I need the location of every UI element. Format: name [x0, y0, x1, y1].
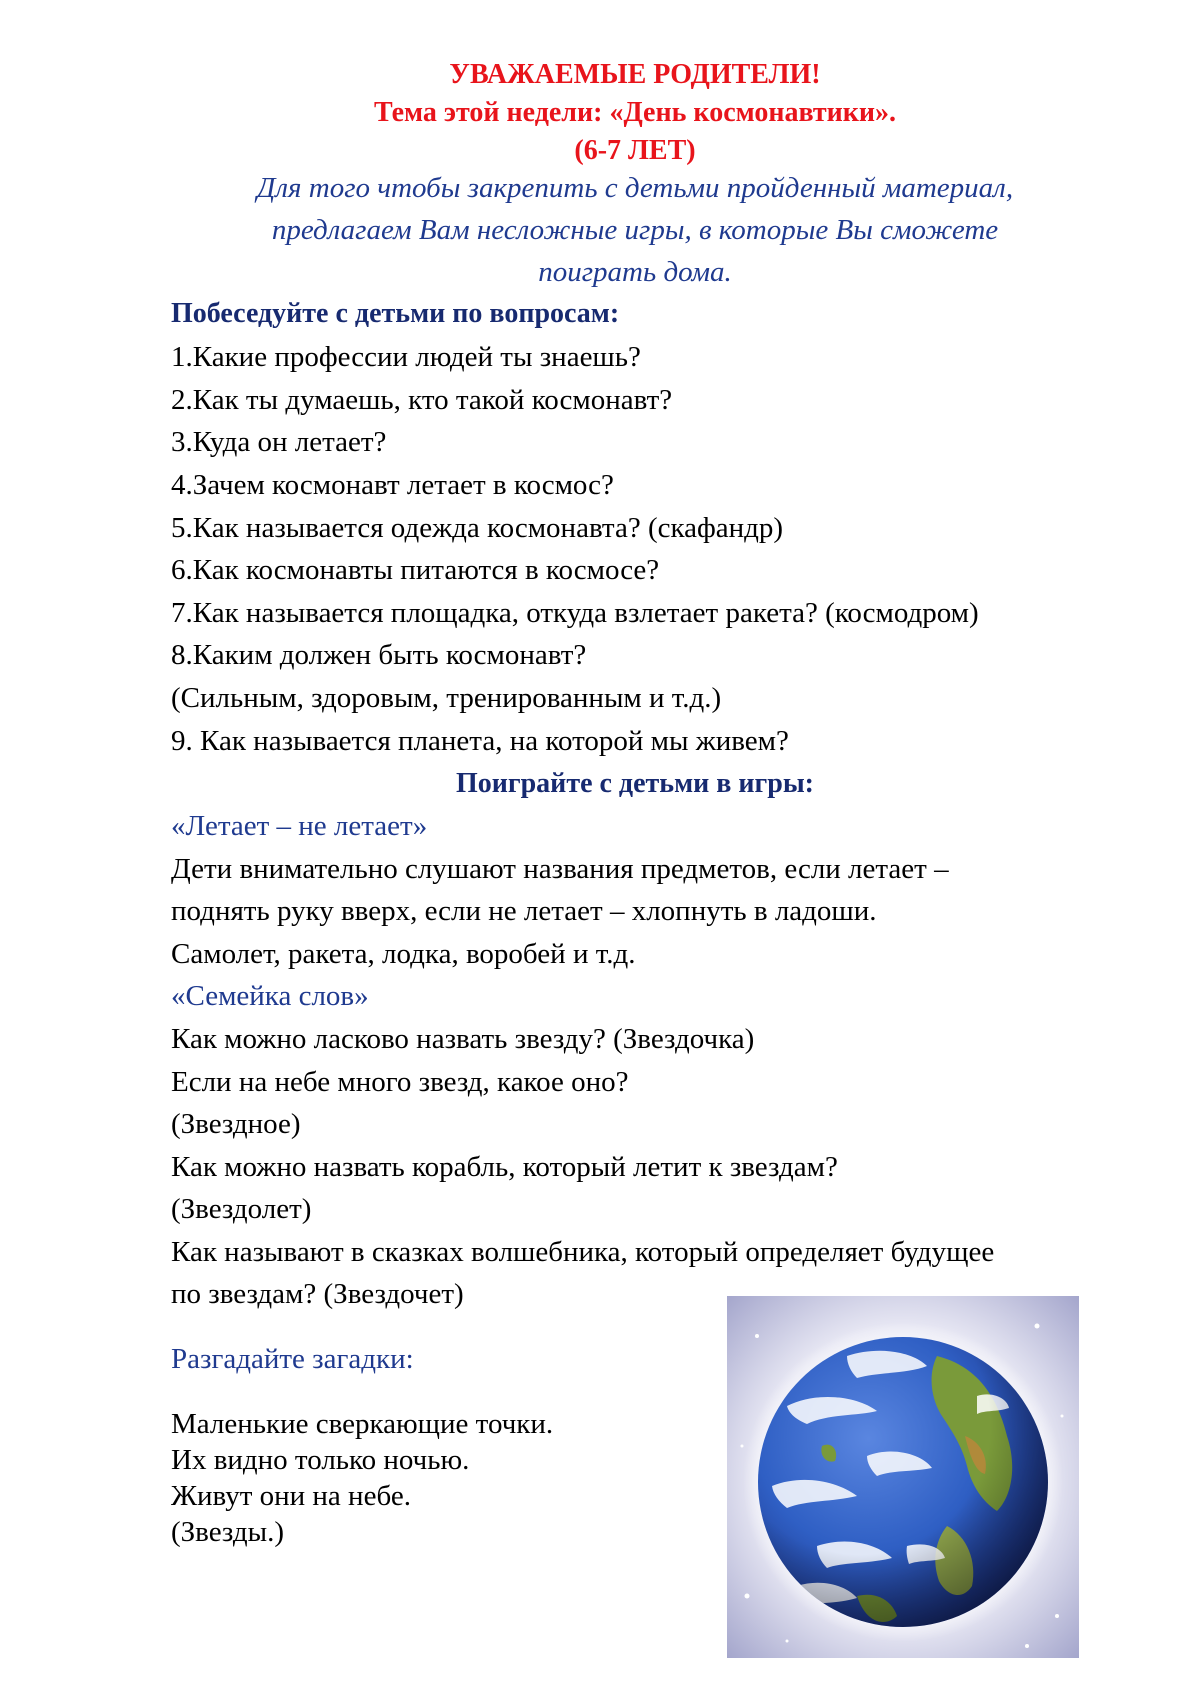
- earth-globe-image: [727, 1296, 1079, 1658]
- game-text: поднять руку вверх, если не летает – хлопнуть в ладоши.: [171, 895, 877, 927]
- questions-heading: Побеседуйте с детьми по вопросам:: [171, 298, 620, 329]
- games-heading: Поиграйте с детьми в игры:: [455, 768, 815, 799]
- game-text: по звездам? (Звездочет): [171, 1278, 464, 1310]
- riddles-heading: Разгадайте загадки:: [171, 1343, 414, 1375]
- game-text: Если на небе много звезд, какое оно?: [171, 1066, 629, 1098]
- question-item: 5.Как называется одежда космонавта? (скафандр): [171, 512, 784, 544]
- question-item: 8.Каким должен быть космонавт?: [171, 639, 587, 671]
- intro-line-2: предлагаем Вам несложные игры, в которые Вы сможете: [271, 214, 999, 246]
- game-title-flies: «Летает – не летает»: [171, 810, 428, 842]
- game-text: Дети внимательно слушают названия предметов, если летает –: [171, 853, 949, 885]
- header-theme: Тема этой недели: «День космонавтики».: [373, 97, 897, 128]
- question-item: 4.Зачем космонавт летает в космос?: [171, 469, 614, 501]
- game-text: Как можно ласково назвать звезду? (Звездочка): [171, 1023, 755, 1055]
- game-title-word-family: «Семейка слов»: [171, 980, 369, 1012]
- game-text: (Звездное): [171, 1108, 301, 1140]
- question-item: 9. Как называется планета, на которой мы живем?: [171, 725, 789, 757]
- game-text: Самолет, ракета, лодка, воробей и т.д.: [171, 938, 636, 970]
- question-item: 3.Куда он летает?: [171, 426, 387, 458]
- question-item: 2.Как ты думаешь, кто такой космонавт?: [171, 384, 673, 416]
- header-age: (6-7 ЛЕТ): [574, 135, 696, 166]
- question-item: (Сильным, здоровым, тренированным и т.д.): [171, 682, 722, 714]
- riddle-line: (Звезды.): [171, 1516, 285, 1548]
- intro-line-1: Для того чтобы закрепить с детьми пройденный материал,: [256, 172, 1014, 204]
- game-text: Как можно назвать корабль, который летит к звездам?: [171, 1151, 838, 1183]
- intro-line-3: поиграть дома.: [538, 256, 732, 288]
- header-title: УВАЖАЕМЫЕ РОДИТЕЛИ!: [449, 59, 821, 90]
- question-item: 1.Какие профессии людей ты знаешь?: [171, 341, 641, 373]
- question-item: 7.Как называется площадка, откуда взлетает ракета? (космодром): [171, 597, 979, 629]
- earth-globe-icon: [727, 1296, 1079, 1658]
- game-text: (Звездолет): [171, 1193, 312, 1225]
- game-text: Как называют в сказках волшебника, который определяет будущее: [171, 1236, 995, 1268]
- riddle-line: Живут они на небе.: [171, 1480, 411, 1512]
- question-item: 6.Как космонавты питаются в космосе?: [171, 554, 660, 586]
- riddle-line: Маленькие сверкающие точки.: [171, 1408, 554, 1440]
- riddle-line: Их видно только ночью.: [171, 1444, 470, 1476]
